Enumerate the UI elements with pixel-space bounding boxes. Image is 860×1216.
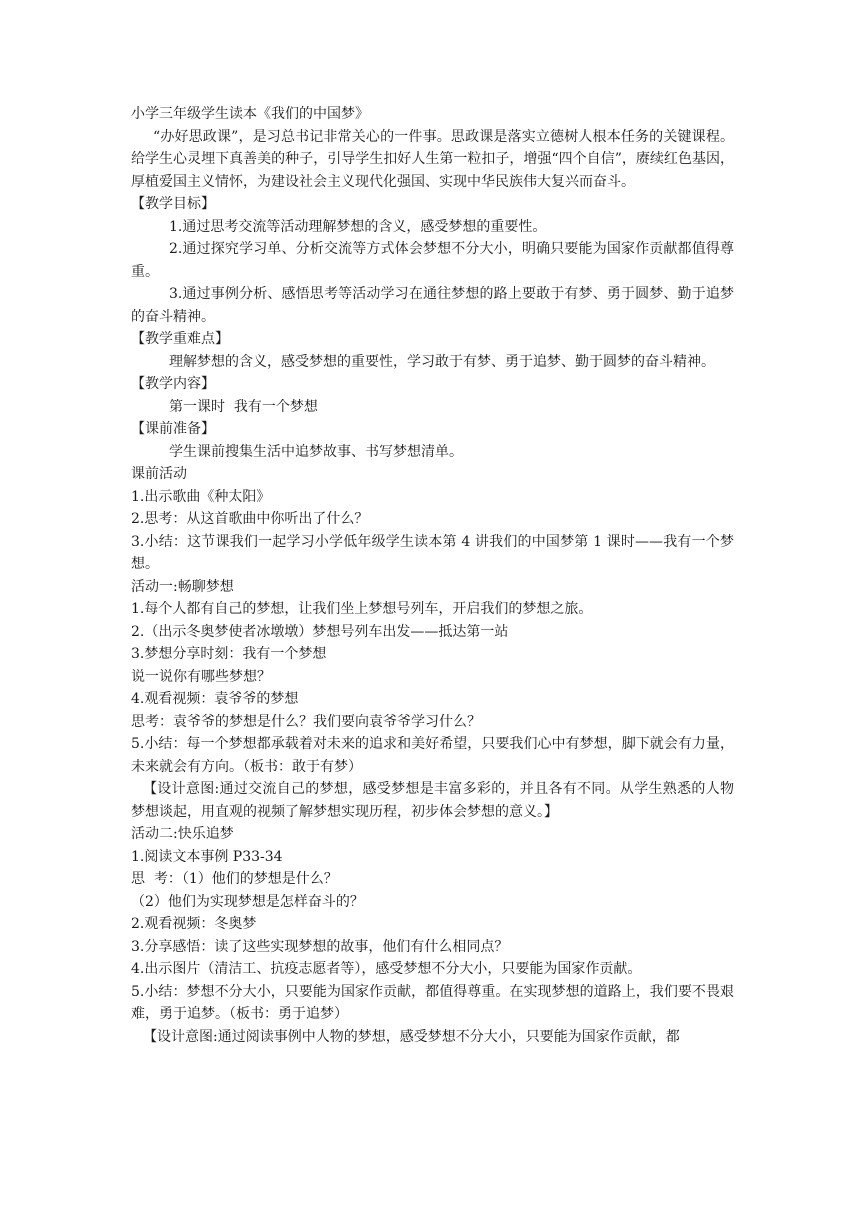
step-item: 思 考：（1）他们的梦想是什么？: [131, 871, 338, 887]
step-item: 3.梦想分享时刻：我有一个梦想: [131, 646, 327, 662]
preparation-text: 学生课前搜集生活中追梦故事、书写梦想清单。: [169, 443, 463, 460]
document-title: 小学三年级学生读本《我们的中国梦》: [131, 106, 369, 122]
lesson-title: 第一课时 我有一个梦想: [169, 398, 318, 415]
step-item: 3.小结：这节课我们一起学习小学低年级学生读本第 4 讲我们的中国梦第 1 课时——我有一个梦想。: [131, 533, 734, 572]
step-item: 4.观看视频：袁爷爷的梦想: [131, 691, 299, 707]
step-item: 2.（出示冬奥梦使者冰墩墩）梦想号列车出发——抵达第一站: [131, 623, 509, 640]
section-heading-content: 【教学内容】: [131, 376, 215, 392]
pre-class-heading: 课前活动: [131, 466, 187, 482]
section-heading-preparation: 【课前准备】: [131, 421, 215, 437]
step-item: 2.观看视频：冬奥梦: [131, 916, 257, 932]
section-heading-objectives: 【教学目标】: [131, 196, 215, 212]
step-item: 1.每个人都有自己的梦想，让我们坐上梦想号列车，开启我们的梦想之旅。: [131, 601, 593, 617]
step-item: 1.出示歌曲《种太阳》: [131, 488, 271, 505]
activity-two-heading: 活动二:快乐追梦: [131, 826, 234, 842]
step-item: 思考：袁爷爷的梦想是什么？我们要向袁爷爷学习什么？: [131, 713, 481, 730]
section-heading-key-points: 【教学重难点】: [131, 331, 229, 347]
intro-paragraph: “办好思政课”，是习总书记非常关心的一件事。思政课是落实立德树人根本任务的关键课程。给学生心灵埋下真善美的种子，引导学生扣好人生第一粒扣子，增强“四个自信”，赓续红色基因，厚植爱国主义情怀，为建设社会主义现代化强国、实现中华民族伟大复兴而奋斗。: [131, 128, 734, 190]
objective-item: 1.通过思考交流等活动理解梦想的含义，感受梦想的重要性。: [169, 218, 547, 235]
step-item: 说一说你有哪些梦想？: [131, 668, 271, 685]
design-intent-note: 【设计意图:通过阅读事例中人物的梦想，感受梦想不分大小，只要能为国家作贡献，都: [143, 1028, 680, 1045]
step-item: 5.小结：每一个梦想都承载着对未来的追求和美好希望，只要我们心中有梦想，脚下就会有力量，未来就会有方向。（板书：敢于有梦）: [131, 736, 734, 775]
step-item: 3.分享感悟：读了这些实现梦想的故事，他们有什么相同点？: [131, 938, 509, 955]
step-item: 2.思考：从这首歌曲中你听出了什么？: [131, 511, 369, 527]
design-intent-note: 【设计意图:通过交流自己的梦想，感受梦想是丰富多彩的，并且各有不同。从学生熟悉的人物梦想谈起，用直观的视频了解梦想实现历程，初步体会梦想的意义。】: [131, 781, 734, 820]
objective-item: 2.通过探究学习单、分析交流等方式体会梦想不分大小，明确只要能为国家作贡献都值得尊重。: [131, 241, 734, 280]
objective-item: 3.通过事例分析、感悟思考等活动学习在通往梦想的路上要敢于有梦、勇于圆梦、勤于追梦的奋斗精神。: [131, 286, 734, 325]
step-item: （2）他们为实现梦想是怎样奋斗的？: [131, 893, 364, 910]
step-item: 4.出示图片（清洁工、抗疫志愿者等），感受梦想不分大小，只要能为国家作贡献。: [131, 961, 642, 977]
step-item: 1.阅读文本事例 P33-34: [131, 848, 283, 865]
key-points-text: 理解梦想的含义，感受梦想的重要性，学习敢于有梦、勇于追梦、勤于圆梦的奋斗精神。: [169, 353, 715, 370]
step-item: 5.小结：梦想不分大小，只要能为国家作贡献，都值得尊重。在实现梦想的道路上，我们要不畏艰难，勇于追梦。（板书：勇于追梦）: [131, 983, 734, 1022]
activity-one-heading: 活动一:畅聊梦想: [131, 578, 234, 595]
